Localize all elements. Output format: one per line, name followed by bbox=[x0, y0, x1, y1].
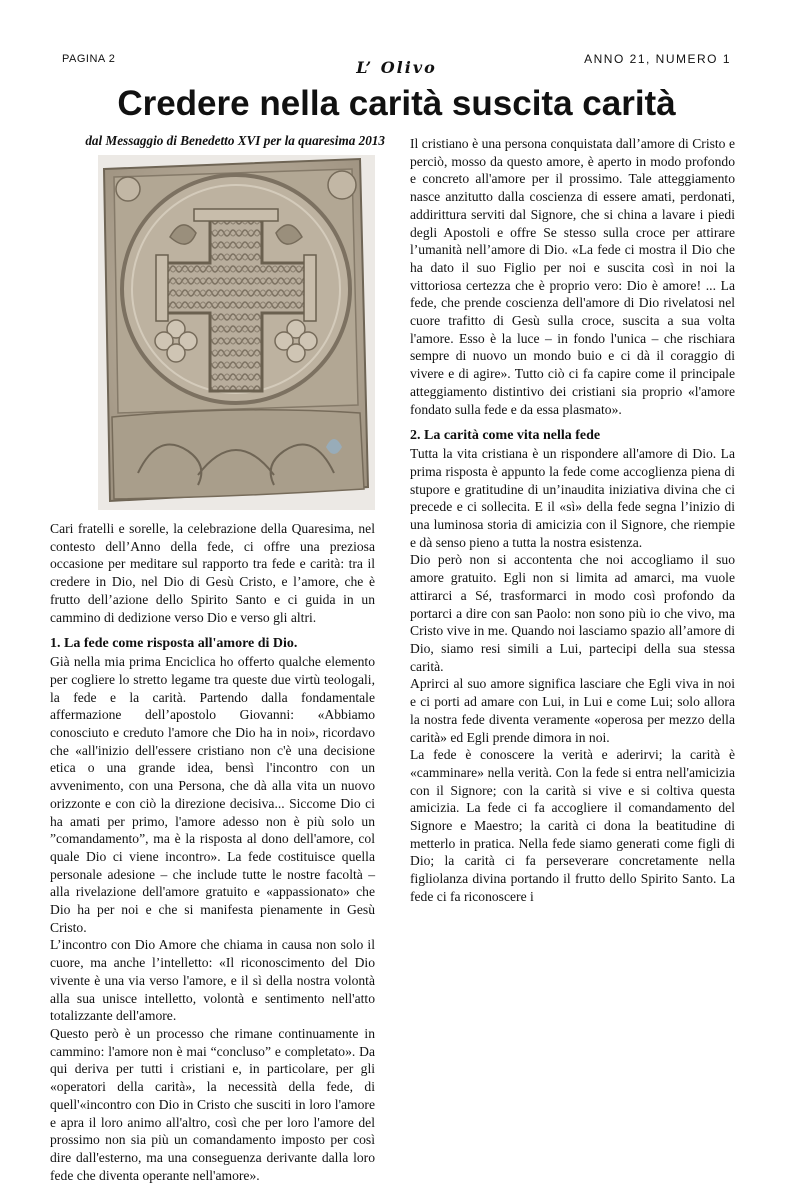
section-1-paragraph-3: Questo però è un processo che rimane continuamente in cammino: l'amore non è mai “concluso” e completato». Da qui deriva per tutti i cristiani e, in particolare, per gli «operatori della carità», la necessità della fede, di quell'«incontro con Dio in Cristo che susciti in loro l'amore e apra il loro animo all'altro, così che per loro l'amore del prossimo non sia più un comandamento imposto per così dire dall'esterno, ma una conseguenza derivante dalla loro fede che diventa operante nell'amore». bbox=[50, 1025, 375, 1183]
section-2-heading: 2. La carità come vita nella fede bbox=[410, 428, 601, 444]
issue-number: ANNO 21, NUMERO 1 bbox=[584, 52, 731, 66]
article-subtitle: dal Messaggio di Benedetto XVI per la quaresima 2013 bbox=[85, 133, 385, 148]
right-column bbox=[410, 135, 735, 906]
page-number: PAGINA 2 bbox=[62, 53, 116, 65]
section-2-paragraph-1: Tutta la vita cristiana è un rispondere all'amore di Dio. La prima risposta è appunto la fede come accoglienza piena di stupore e gratitudine di un’inaudita iniziativa divina che ci precede e ci sollecita. E il «sì» della fede segna l’inizio di una luminosa storia di amicizia con il Signore, che riempie e dà senso pieno a tutta la nostra esistenza. bbox=[410, 446, 735, 550]
newsletter-brand: L’ Olivo bbox=[356, 58, 437, 77]
stone-relief-cross-photo bbox=[98, 155, 375, 510]
intro-paragraph: Cari fratelli e sorelle, la celebrazione della Quaresima, nel contesto dell’Anno della fede, ci offre una preziosa occasione per meditare sul rapporto tra fede e carità: tra il credere in Dio, nel Dio di Gesù Cristo, e l’amore, che è frutto dell’azione dello Spirito Santo e ci guida in un cammino di dedizione verso Dio e verso gli altri. bbox=[50, 521, 375, 625]
section-1-paragraph-1: Già nella mia prima Enciclica ho offerto qualche elemento per cogliere lo stretto legame tra queste due virtù teologali, la fede e la carità. Partendo dalla fondamentale affermazione dell’apostolo Giovanni: «Abbiamo conosciuto e creduto l'amore che Dio ha in noi», ricordavo che «all'inizio dell'essere cristiano non c'è una decisione etica o una grande idea, bensì l'incontro con un avvenimento, con una Persona, che dà alla vita un nuovo orizzonte e con ciò la direzione decisiva... Siccome Dio ci ha amati per primo, l'amore adesso non è più solo un ”comandamento”, ma è la risposta al dono dell'amore, col quale Dio ci viene incontro». La fede costituisce quella personale adesione – che include tutte le nostre facoltà – alla rivelazione dell'amore gratuito e «appassionato» che Dio ha per noi e che si manifesta pienamente in Gesù Cristo. bbox=[50, 654, 375, 935]
section-2-paragraph-2: Dio però non si accontenta che noi accogliamo il suo amore gratuito. Egli non si limita ad amarci, ma vuole attirarci a Sé, trasformarci in modo così profondo da portarci a dire con san Paolo: non sono più io che vivo, ma Cristo vive in me. Quando noi lasciamo spazio all’amore di Dio, siamo resi simili a Lui, partecipi della sua stessa carità. bbox=[410, 552, 735, 674]
article-title: Credere nella carità suscita carità bbox=[117, 84, 676, 123]
section-2-paragraph-3: Aprirci al suo amore significa lasciare che Egli viva in noi e ci porti ad amare con Lui, in Lui e come Lui; solo allora la nostra fede diventa veramente «operosa per mezzo della carità» ed Egli prende dimora in noi. bbox=[410, 676, 735, 745]
section-1-paragraph-4: Il cristiano è una persona conquistata dall’amore di Cristo e perciò, mosso da questo amore, è aperto in modo profondo e concreto all'amore per il prossimo. Tale atteggiamento nasce anzitutto dalla coscienza di essere amati, perdonati, addirittura serviti dal Signore, che si china a lavare i piedi degli Apostoli e offre Se stesso sulla croce per attirare l’umanità nell’amore di Dio. «La fede ci mostra il Dio che ha dato il suo Figlio per noi e suscita così in noi la vittoriosa certezza che è proprio vero: Dio è amore! ... La fede, che prende coscienza dell'amore di Dio rivelatosi nel cuore trafitto di Gesù sulla croce, suscita a sua volta l'amore. Esso è la luce – in fondo l'unica – che rischiara sempre di nuovo un mondo buio e ci dà il coraggio di vivere e di agire». Tutto ciò ci fa capire come il principale atteggiamento distintivo dei cristiani sia proprio «l'amore fondato sulla fede e da essa plasmato». bbox=[410, 136, 735, 417]
section-2-paragraph-4: La fede è conoscere la verità e aderirvi; la carità è «camminare» nella verità. Con la fede si entra nell'amicizia con il Signore; con la carità si vive e si coltiva questa amicizia. La fede ci fa accogliere il comandamento del Signore e Maestro; la carità ci dona la beatitudine di metterlo in pratica. Nella fede siamo generati come figli di Dio; la carità ci fa perseverare concretamente nella figliolanza divina portando il frutto dello Spirito Santo. La fede ci fa riconoscere i bbox=[410, 747, 735, 904]
section-1-paragraph-2: L’incontro con Dio Amore che chiama in causa non solo il cuore, ma anche l’intelletto: «Il riconoscimento del Dio vivente è una via verso l'amore, e il sì della nostra volontà alla sua unisce intelletto, volontà e sentimento nell'atto totalizzante dell'amore. bbox=[50, 937, 375, 1024]
left-column bbox=[50, 520, 375, 1184]
section-1-heading: 1. La fede come risposta all'amore di Dio. bbox=[50, 636, 298, 652]
